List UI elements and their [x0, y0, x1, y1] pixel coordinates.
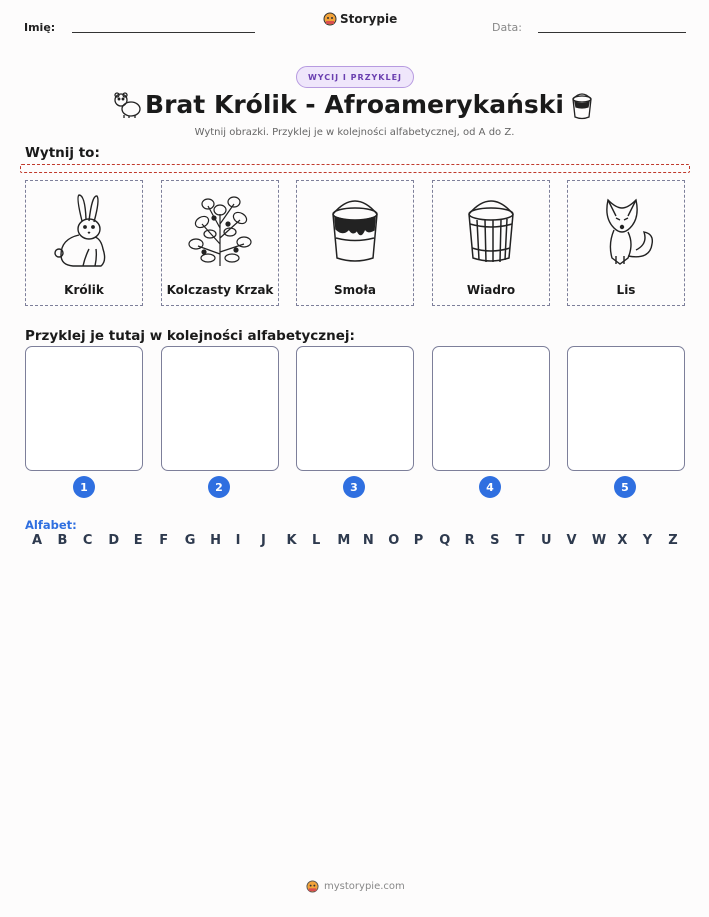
paste-slot-5[interactable]	[567, 346, 685, 471]
cut-line	[20, 164, 690, 173]
page-title: Brat Królik - Afroamerykański	[145, 90, 564, 119]
alphabet-letter: T	[515, 533, 525, 548]
card-label: Wiadro	[466, 283, 516, 297]
storypie-mascot-icon	[323, 12, 337, 26]
alphabet-letter: L	[311, 533, 321, 548]
name-line[interactable]	[72, 32, 255, 33]
alphabet-row	[25, 533, 685, 551]
alphabet-letter: N	[362, 533, 374, 548]
bramble-bush-icon	[184, 194, 256, 268]
alphabet-letter: Q	[439, 533, 451, 548]
alphabet-letter: K	[286, 533, 297, 548]
alphabet-label: Alfabet:	[25, 518, 77, 532]
alphabet-letter: J	[261, 533, 266, 548]
slot-number: 4	[479, 476, 501, 498]
alphabet-letter: G	[184, 533, 196, 548]
cut-card-bramble-bush[interactable]	[161, 180, 279, 306]
paste-slot-3[interactable]	[296, 346, 414, 471]
tar-bucket-title-icon	[570, 91, 594, 121]
wooden-bucket-icon	[461, 196, 521, 266]
alphabet-letter: W	[591, 533, 607, 548]
tar-bucket-icon	[325, 196, 385, 266]
card-label: Królik	[64, 283, 104, 297]
cut-card-fox[interactable]	[567, 180, 685, 306]
storypie-logo	[323, 12, 397, 26]
brand-name: Storypie	[340, 12, 398, 26]
card-label: Lis	[616, 283, 636, 297]
slot-number: 1	[73, 476, 95, 498]
cut-card-tar-bucket[interactable]	[296, 180, 414, 306]
storypie-mascot-icon	[306, 880, 319, 893]
card-label: Kolczasty Krzak	[166, 283, 274, 297]
alphabet-letter: I	[235, 533, 241, 548]
paste-slot-1[interactable]	[25, 346, 143, 471]
alphabet-letter: F	[159, 533, 169, 548]
slot-number: 2	[208, 476, 230, 498]
date-label: Data:	[492, 21, 522, 34]
footer-url: mystorypie.com	[324, 881, 405, 892]
cut-card-rabbit[interactable]	[25, 180, 143, 306]
rabbit-icon	[49, 191, 119, 271]
card-label: Smoła	[334, 283, 376, 297]
alphabet-letter: U	[541, 533, 552, 548]
activity-badge: WYCIJ I PRZYKLEJ	[296, 66, 414, 88]
date-line[interactable]	[538, 32, 686, 33]
alphabet-letter: V	[566, 533, 577, 548]
alphabet-letter: D	[108, 533, 120, 548]
alphabet-letter: O	[388, 533, 400, 548]
paste-slot-2[interactable]	[161, 346, 279, 471]
cut-card-wooden-bucket[interactable]	[432, 180, 550, 306]
slot-number: 3	[343, 476, 365, 498]
paste-slot-4[interactable]	[432, 346, 550, 471]
alphabet-letter: B	[57, 533, 68, 548]
alphabet-letter: S	[490, 533, 500, 548]
instructions: Wytnij obrazki. Przyklej je w kolejności alfabetycznej, od A do Z.	[194, 127, 515, 138]
alphabet-letter: Z	[668, 533, 678, 548]
fox-icon	[594, 194, 658, 268]
paste-section-label: Przyklej je tutaj w kolejności alfabetycznej:	[25, 328, 355, 344]
alphabet-letter: A	[32, 533, 43, 548]
footer	[306, 880, 405, 893]
alphabet-letter: C	[82, 533, 93, 548]
alphabet-letter: E	[133, 533, 143, 548]
alphabet-letter: R	[464, 533, 475, 548]
alphabet-letter: Y	[642, 533, 653, 548]
name-label: Imię:	[24, 21, 56, 34]
alphabet-letter: M	[337, 533, 351, 548]
slot-number: 5	[614, 476, 636, 498]
alphabet-letter: X	[617, 533, 628, 548]
alphabet-letter: H	[210, 533, 222, 548]
alphabet-letter: P	[413, 533, 424, 548]
cut-section-label: Wytnij to:	[25, 145, 100, 161]
